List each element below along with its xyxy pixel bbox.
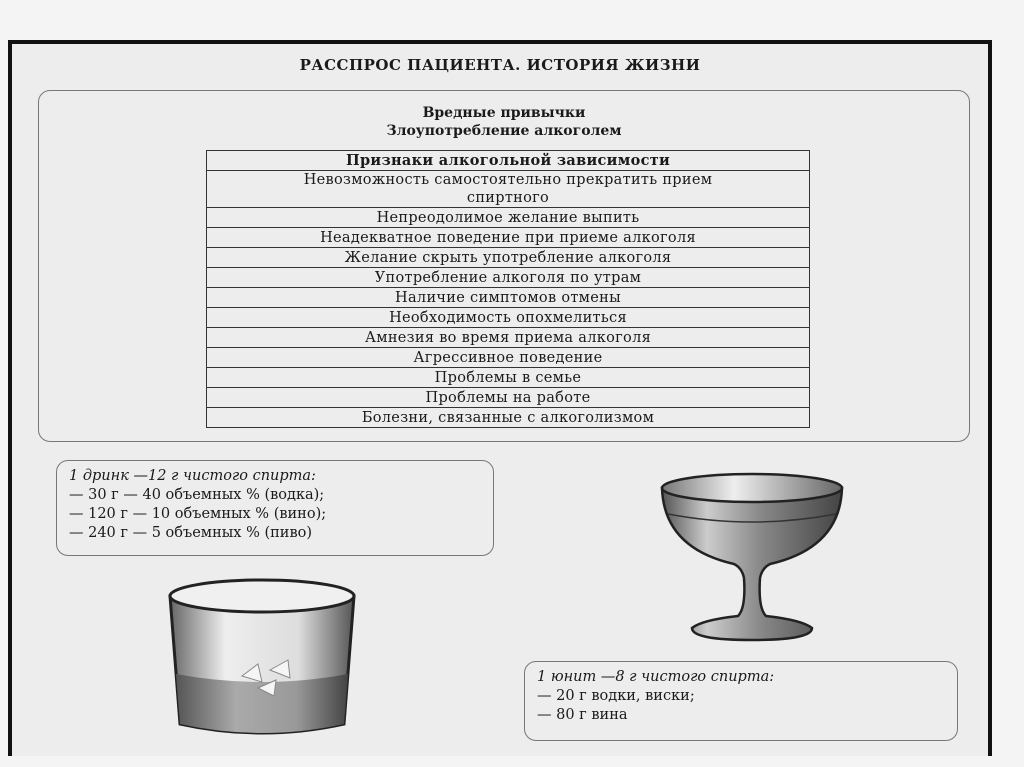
page-title: РАССПРОС ПАЦИЕНТА. ИСТОРИЯ ЖИЗНИ [299, 56, 701, 74]
table-row: Желание скрыть употребление алкоголя [207, 248, 810, 268]
table-header: Признаки алкогольной зависимости [207, 151, 810, 171]
table-row: Амнезия во время приема алкоголя [207, 328, 810, 348]
tumbler-glass-illustration-icon [162, 574, 362, 744]
table-row: Невозможность самостоятельно прекратить прием спиртного [207, 171, 810, 208]
table-row: Наличие симптомов отмены [207, 288, 810, 308]
habits-heading: Вредные привычки [422, 105, 586, 121]
table-row: Болезни, связанные с алкоголизмом [207, 408, 810, 428]
table-row: Проблемы в семье [207, 368, 810, 388]
document-page [8, 40, 992, 756]
habits-subheading: Злоупотребление алкоголем [386, 123, 622, 139]
drink-line: — 240 г — 5 объемных % (пиво) [69, 525, 313, 541]
table-row: Необходимость опохмелиться [207, 308, 810, 328]
drink-line: — 120 г — 10 объемных % (вино); [69, 506, 327, 522]
signs-table [206, 150, 810, 428]
table-row: Проблемы на работе [207, 388, 810, 408]
unit-info-box [524, 661, 958, 741]
table-row: Агрессивное поведение [207, 348, 810, 368]
unit-line: — 80 г вина [537, 707, 628, 723]
table-row: Непреодолимое желание выпить [207, 208, 810, 228]
drink-info-box [56, 460, 494, 556]
unit-heading: 1 юнит —8 г чистого спирта: [537, 669, 775, 685]
table-row: Употребление алкоголя по утрам [207, 268, 810, 288]
drink-heading: 1 дринк —12 г чистого спирта: [69, 468, 316, 484]
table-row: Неадекватное поведение при приеме алкоголя [207, 228, 810, 248]
drink-line: — 30 г — 40 объемных % (водка); [69, 487, 325, 503]
unit-line: — 20 г водки, виски; [537, 688, 695, 704]
wine-glass-illustration-icon [642, 468, 862, 648]
